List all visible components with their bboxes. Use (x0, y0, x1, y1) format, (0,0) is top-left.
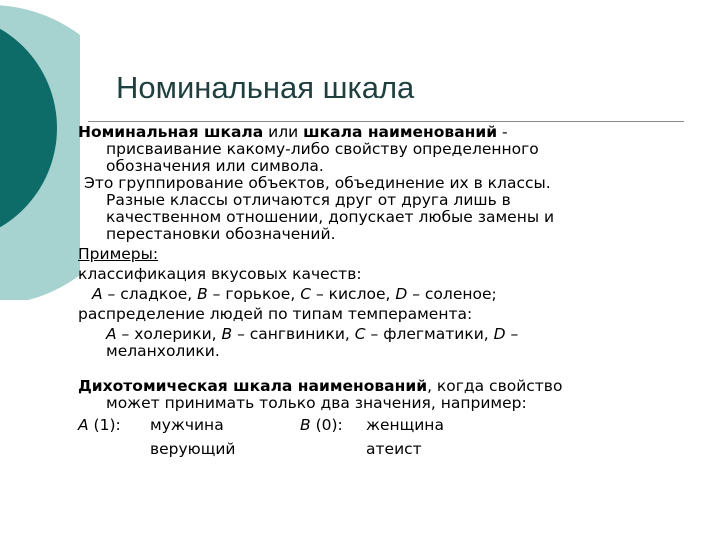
term-dichotomous-scale: Дихотомическая шкала наименований (78, 377, 428, 395)
temperament-continuation: меланхолики. (106, 342, 220, 360)
page-title: Номинальная шкала (116, 70, 415, 105)
examples-label: Примеры: (78, 245, 159, 263)
temperament-label: распределение людей по типам темперамента: (78, 305, 473, 323)
value-atheist: атеист (366, 440, 422, 458)
value-believer: верующий (150, 440, 236, 458)
definition-line-1: Номинальная шкала или шкала наименований - (78, 123, 508, 141)
definition-line-3: обозначения или символа. (106, 157, 324, 175)
pair-row-2 (78, 441, 708, 465)
grouping-line-4: перестановки обозначений. (106, 225, 336, 243)
code-a: A (1): (78, 416, 121, 434)
dichotomous-line-1: Дихотомическая шкала наименований, когда свойство (78, 377, 563, 395)
grouping-line-2: Разные классы отличаются друг от друга лишь в (106, 191, 511, 209)
title-underline (88, 121, 684, 122)
pair-row-1 (78, 417, 708, 441)
temperament-classes: A – холерики, B – сангвиники, C – флегматики, D – (106, 325, 519, 343)
grouping-line-1: Это группирование объектов, объединение их в классы. (84, 174, 551, 192)
taste-classification-label: классификация вкусовых качеств: (78, 265, 362, 283)
term-naming-scale: шкала наименований (303, 123, 498, 141)
term-nominal-scale: Номинальная шкала (78, 123, 264, 141)
grouping-line-3: качественном отношении, допускает любые замены и (106, 208, 555, 226)
decorative-circles (0, 0, 80, 300)
value-female: женщина (366, 416, 444, 434)
slide-body (78, 124, 708, 465)
value-male: мужчина (150, 416, 224, 434)
definition-line-2: присваивание какому-либо свойству определенного (106, 140, 539, 158)
taste-classes: A – сладкое, B – горькое, C – кислое, D – соленое; (92, 285, 497, 303)
dichotomous-line-2: может принимать только два значения, например: (106, 394, 527, 412)
code-b: B (0): (300, 416, 343, 434)
